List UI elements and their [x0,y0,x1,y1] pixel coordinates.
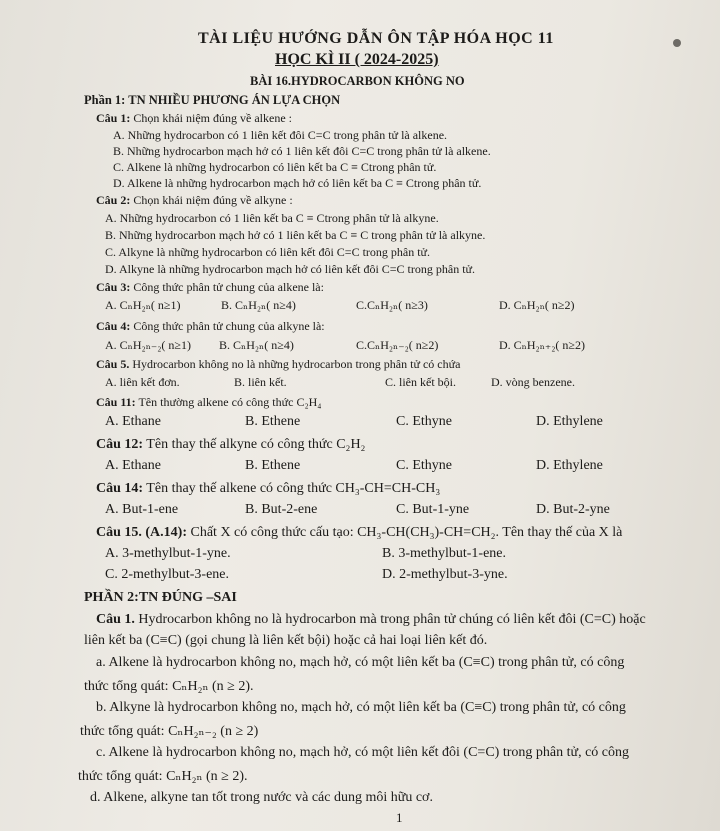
document-title: TÀI LIỆU HƯỚNG DẪN ÔN TẬP HÓA HỌC 11 [198,30,554,47]
q14-option-c: C. But-1-yne [396,502,470,517]
q14-option-a: A. But-1-ene [105,502,179,517]
part2-question-1-cont: liên kết ba (C≡C) (gọi chung là liên kết bội) hoặc cả hai loại liên kết đó. [84,633,488,648]
q4-option-a: A. CₙH₂ₙ₋₂( n≥1) [105,338,191,352]
q4-option-b: B. CₙH₂ₙ( n≥4) [219,338,294,352]
q5-option-a: A. liên kết đơn. [105,375,180,389]
q4-option-c: C.CₙH₂ₙ₋₂( n≥2) [356,338,439,352]
q12-option-a: A. Ethane [105,458,161,473]
q3-option-d: D. CₙH₂ₙ( n≥2) [499,298,575,312]
q4-option-d: D. CₙH₂ₙ₊₂( n≥2) [499,338,585,352]
q15-option-d: D. 2-methylbut-3-yne. [382,567,508,582]
statement-a-line2: thức tổng quát: CₙH₂ₙ (n ≥ 2). [84,679,254,694]
q1-option-c: C. Alkene là những hydrocarbon có liên kết ba C ≡ Ctrong phân tử. [113,160,437,174]
q12-option-c: C. Ethyne [396,458,452,473]
q5-option-c: C. liên kết bội. [385,375,456,389]
statement-a-line1: a. Alkene là hydrocarbon không no, mạch hở, có một liên kết ba (C≡C) trong phân tử, có công [96,655,625,670]
question-5: Câu 5. Hydrocarbon không no là những hydrocarbon trong phân tử có chứa [96,357,461,371]
statement-b-line1: b. Alkyne là hydrocarbon không no, mạch hở, có một liên kết ba (C≡C) trong phân tử, có công [96,700,626,715]
q5-option-b: B. liên kết. [234,375,287,389]
q11-option-b: B. Ethene [245,414,301,429]
q14-option-b: B. But-2-ene [245,502,318,517]
statement-d-line1: d. Alkene, alkyne tan tốt trong nước và các dung môi hữu cơ. [90,790,433,805]
question-2: Câu 2: Chọn khái niệm đúng về alkyne : [96,193,293,207]
q2-option-d: D. Alkyne là những hydrocarbon mạch hở có liên kết đôi C=C trong phân tử. [105,262,476,276]
page-number: 1 [396,810,403,825]
statement-c-line1: c. Alkene là hydrocarbon không no, mạch hở, có một liên kết đôi (C=C) trong phân tử, có công [96,745,629,760]
q1-option-a: A. Những hydrocarbon có 1 liên kết đôi C=C trong phân tử là alkene. [113,128,448,142]
q15-option-a: A. 3-methylbut-1-yne. [105,546,231,561]
q12-option-b: B. Ethene [245,458,301,473]
question-11: Câu 11: Tên thường alkene có công thức C₂H₄ [96,395,322,409]
q11-option-d: D. Ethylene [536,414,603,429]
lesson-title: BÀI 16.HYDROCARBON KHÔNG NO [250,74,465,88]
statement-b-line2: thức tổng quát: CₙH₂ₙ₋₂ (n ≥ 2) [80,724,259,739]
q3-option-c: C.CₙH₂ₙ( n≥3) [356,298,428,312]
question-1: Câu 1: Chọn khái niệm đúng về alkene : [96,111,292,125]
q11-option-a: A. Ethane [105,414,161,429]
question-3: Câu 3: Công thức phân tử chung của alkene là: [96,280,324,294]
q3-option-a: A. CₙH₂ₙ( n≥1) [105,298,181,312]
q15-option-b: B. 3-methylbut-1-ene. [382,546,507,561]
document-subtitle: HỌC KÌ II ( 2024-2025) [275,51,439,68]
q3-option-b: B. CₙH₂ₙ( n≥4) [221,298,296,312]
part2-question-1: Câu 1. Hydrocarbon không no là hydrocarbon mà trong phân tử chúng có liên kết đôi (C=C) hoặc [96,612,646,627]
question-15: Câu 15. (A.14): Chất X có công thức cấu tạo: CH₃-CH(CH₃)-CH=CH₂. Tên thay thế của X là [96,525,623,540]
part2-heading: PHẦN 2:TN ĐÚNG –SAI [84,590,237,605]
punch-hole-mark [673,39,681,47]
q15-option-c: C. 2-methylbut-3-ene. [105,567,230,582]
q12-option-d: D. Ethylene [536,458,603,473]
question-4: Câu 4: Công thức phân tử chung của alkyne là: [96,319,325,333]
q2-option-b: B. Những hydrocarbon mạch hở có 1 liên kết ba C ≡ C trong phân tử là alkyne. [105,228,486,242]
question-14: Câu 14: Tên thay thế alkene có công thức CH₃-CH=CH-CH₃ [96,481,441,496]
q2-option-c: C. Alkyne là những hydrocarbon có liên kết đôi C=C trong phân tử. [105,245,431,259]
question-12: Câu 12: Tên thay thế alkyne có công thức C₂H₂ [96,437,366,452]
q11-option-c: C. Ethyne [396,414,452,429]
q14-option-d: D. But-2-yne [536,502,610,517]
q1-option-b: B. Những hydrocarbon mạch hở có 1 liên kết đôi C=C trong phân tử là alkene. [113,144,491,158]
part1-heading: Phần 1: TN NHIỀU PHƯƠNG ÁN LỰA CHỌN [84,93,341,107]
q2-option-a: A. Những hydrocarbon có 1 liên kết ba C ≡ Ctrong phân tử là alkyne. [105,211,439,225]
q1-option-d: D. Alkene là những hydrocarbon mạch hở có liên kết ba C ≡ Ctrong phân tử. [113,176,482,190]
statement-c-line2: thức tổng quát: CₙH₂ₙ (n ≥ 2). [78,769,248,784]
q5-option-d: D. vòng benzene. [491,375,575,389]
